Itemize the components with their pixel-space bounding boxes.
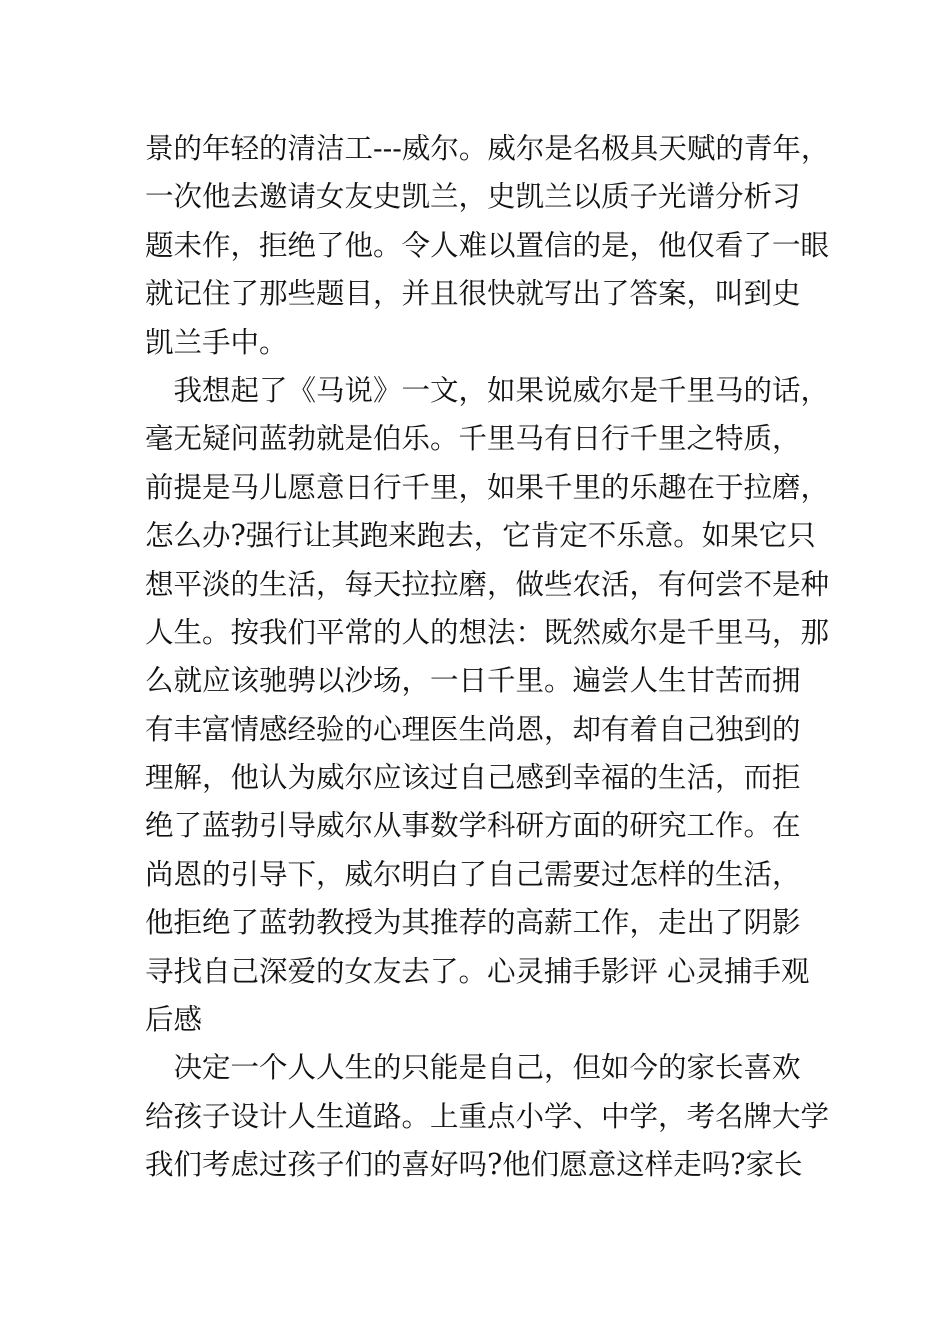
paragraph-3: [145, 1044, 830, 1189]
text-line: 毫无疑问蓝勃就是伯乐。千里马有日行千里之特质，: [145, 422, 801, 456]
text-line: 寻找自己深爱的女友去了。心灵捕手影评 心灵捕手观: [145, 954, 810, 988]
text-line: 尚恩的引导下，威尔明白了自己需要过怎样的生活，: [145, 857, 801, 891]
text-line: 前提是马儿愿意日行千里，如果千里的乐趣在于拉磨，: [145, 470, 830, 504]
article-body: [145, 125, 830, 1190]
text-line: 想平淡的生活，每天拉拉磨，做些农活，有何尝不是种: [145, 567, 830, 601]
text-line: 一次他去邀请女友史凯兰，史凯兰以质子光谱分析习: [145, 180, 801, 214]
text-line: 绝了蓝勃引导威尔从事数学科研方面的研究工作。在: [145, 809, 801, 843]
text-line: 理解，他认为威尔应该过自己感到幸福的生活，而拒: [145, 761, 801, 795]
text-line: 题未作，拒绝了他。令人难以置信的是，他仅看了一眼: [145, 228, 830, 262]
text-line: 我想起了《马说》一文，如果说威尔是千里马的话，: [145, 373, 830, 407]
text-line: 么就应该驰骋以沙场，一日千里。遍尝人生甘苦而拥: [145, 664, 801, 698]
text-line: 有丰富情感经验的心理医生尚恩，却有着自己独到的: [145, 712, 801, 746]
text-line: 怎么办?强行让其跑来跑去，它肯定不乐意。如果它只: [145, 519, 816, 553]
paragraph-2: [145, 367, 830, 1044]
text-line: 后感: [145, 1003, 203, 1037]
paragraph-1: [145, 125, 830, 367]
text-line: 凯兰手中。: [145, 325, 288, 359]
text-line: 我们考虑过孩子们的喜好吗?他们愿意这样走吗?家长: [145, 1148, 803, 1182]
text-line: 就记住了那些题目，并且很快就写出了答案，叫到史: [145, 277, 801, 311]
text-line: 人生。按我们平常的人的想法：既然威尔是千里马，那: [145, 615, 830, 649]
text-line: 给孩子设计人生道路。上重点小学、中学，考名牌大学: [145, 1099, 830, 1133]
text-line: 景的年轻的清洁工---威尔。威尔是名极具天赋的青年，: [145, 132, 830, 165]
text-line: 他拒绝了蓝勃教授为其推荐的高薪工作，走出了阴影: [145, 906, 801, 940]
text-line: 决定一个人人生的只能是自己，但如今的家长喜欢: [145, 1051, 801, 1085]
